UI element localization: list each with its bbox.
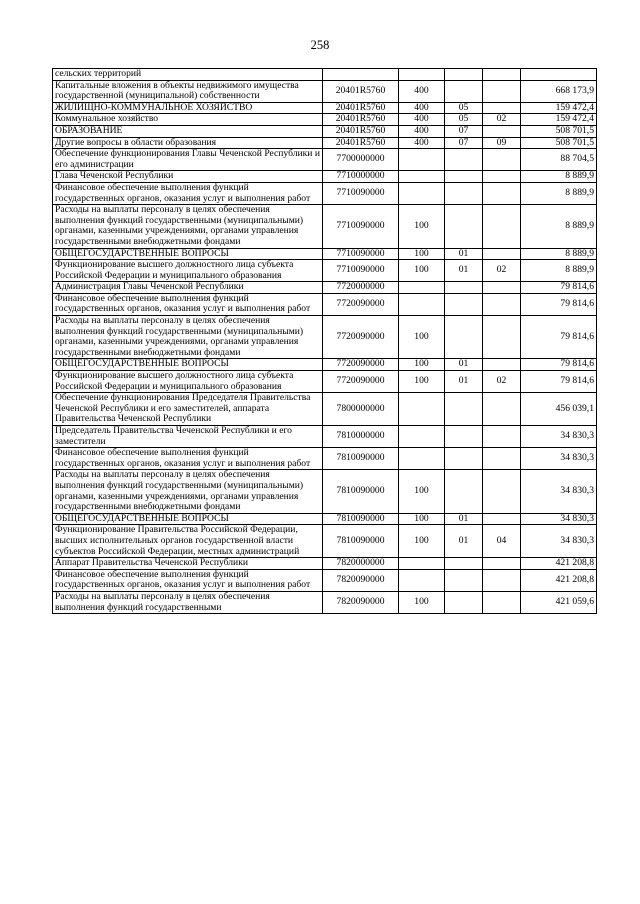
row-subsection-cell	[483, 393, 521, 426]
row-section-cell	[445, 448, 483, 470]
row-subsection-cell	[483, 248, 521, 260]
table-row	[53, 69, 597, 81]
row-code-cell: 7720090000	[323, 293, 399, 315]
row-sum-cell: 421 059,6	[521, 591, 597, 613]
row-subsection-cell	[483, 558, 521, 570]
row-expense-type-cell: 100	[399, 525, 445, 558]
row-code-cell: 7810090000	[323, 513, 399, 525]
row-expense-type-cell: 400	[399, 102, 445, 114]
row-section-cell	[445, 569, 483, 591]
row-name-cell: Функционирование высшего должностного лица субъекта Российской Федерации и муниципального образования	[53, 371, 323, 393]
row-expense-type-cell: 100	[399, 260, 445, 282]
row-expense-type-cell	[399, 69, 445, 81]
row-expense-type-cell: 100	[399, 591, 445, 613]
row-section-cell	[445, 293, 483, 315]
row-code-cell: 20401R5760	[323, 137, 399, 149]
row-sum-cell: 79 814,6	[521, 371, 597, 393]
row-code-cell: 7810090000	[323, 470, 399, 513]
table-row	[53, 80, 597, 102]
row-sum-cell: 421 208,8	[521, 558, 597, 570]
row-expense-type-cell: 100	[399, 359, 445, 371]
row-sum-cell: 8 889,9	[521, 171, 597, 183]
table-row	[53, 182, 597, 204]
row-section-cell	[445, 149, 483, 171]
row-expense-type-cell	[399, 426, 445, 448]
row-name-cell: ОБЩЕГОСУДАРСТВЕННЫЕ ВОПРОСЫ	[53, 248, 323, 260]
row-name-cell: Аппарат Правительства Чеченской Республики	[53, 558, 323, 570]
row-sum-cell: 34 830,3	[521, 448, 597, 470]
row-section-cell	[445, 591, 483, 613]
row-expense-type-cell	[399, 569, 445, 591]
row-subsection-cell	[483, 426, 521, 448]
row-name-cell: Председатель Правительства Чеченской Республики и его заместители	[53, 426, 323, 448]
row-expense-type-cell: 100	[399, 513, 445, 525]
table-row	[53, 513, 597, 525]
row-expense-type-cell: 400	[399, 125, 445, 137]
row-expense-type-cell	[399, 393, 445, 426]
row-expense-type-cell: 100	[399, 470, 445, 513]
page-number: 258	[310, 38, 330, 52]
row-code-cell: 20401R5760	[323, 102, 399, 114]
row-name-cell: Обеспечение функционирования Главы Чеченской Республики и его администрации	[53, 149, 323, 171]
row-sum-cell: 508 701,5	[521, 137, 597, 149]
row-code-cell: 7810000000	[323, 426, 399, 448]
row-name-cell: Финансовое обеспечение выполнения функций государственных органов, оказания услуг и выполнения работ	[53, 569, 323, 591]
row-code-cell: 7710000000	[323, 171, 399, 183]
row-code-cell: 7720090000	[323, 316, 399, 359]
row-sum-cell: 79 814,6	[521, 359, 597, 371]
row-sum-cell: 159 472,4	[521, 102, 597, 114]
row-code-cell: 7710090000	[323, 248, 399, 260]
row-section-cell: 05	[445, 102, 483, 114]
table-row	[53, 525, 597, 558]
row-subsection-cell	[483, 205, 521, 248]
row-expense-type-cell	[399, 448, 445, 470]
row-subsection-cell: 02	[483, 260, 521, 282]
row-sum-cell: 79 814,6	[521, 316, 597, 359]
row-sum-cell: 8 889,9	[521, 248, 597, 260]
row-code-cell: 7710090000	[323, 205, 399, 248]
row-subsection-cell	[483, 149, 521, 171]
row-section-cell: 01	[445, 525, 483, 558]
row-section-cell	[445, 80, 483, 102]
row-sum-cell: 34 830,3	[521, 426, 597, 448]
row-name-cell: ОБРАЗОВАНИЕ	[53, 125, 323, 137]
row-subsection-cell	[483, 171, 521, 183]
row-sum-cell: 456 039,1	[521, 393, 597, 426]
table-row	[53, 448, 597, 470]
row-code-cell: 20401R5760	[323, 114, 399, 126]
row-sum-cell: 8 889,9	[521, 182, 597, 204]
row-expense-type-cell	[399, 282, 445, 294]
row-sum-cell: 668 173,9	[521, 80, 597, 102]
row-section-cell	[445, 316, 483, 359]
row-name-cell: Другие вопросы в области образования	[53, 137, 323, 149]
table-row	[53, 102, 597, 114]
row-code-cell: 7720000000	[323, 282, 399, 294]
row-name-cell: Финансовое обеспечение выполнения функций государственных органов, оказания услуг и выполнения работ	[53, 448, 323, 470]
table-row	[53, 114, 597, 126]
budget-table	[52, 68, 597, 614]
table-row	[53, 248, 597, 260]
row-code-cell: 7820090000	[323, 569, 399, 591]
table-row	[53, 260, 597, 282]
row-name-cell: Расходы на выплаты персоналу в целях обеспечения выполнения функций государственными	[53, 591, 323, 613]
row-subsection-cell	[483, 182, 521, 204]
row-subsection-cell	[483, 102, 521, 114]
row-sum-cell: 8 889,9	[521, 205, 597, 248]
row-subsection-cell	[483, 125, 521, 137]
row-subsection-cell: 02	[483, 114, 521, 126]
row-subsection-cell	[483, 293, 521, 315]
row-code-cell: 7720090000	[323, 371, 399, 393]
row-subsection-cell: 02	[483, 371, 521, 393]
row-name-cell: Расходы на выплаты персоналу в целях обеспечения выполнения функций государственными (муниципальными) органами, казенными учреждениями, органами управления государственными внебюджетными фондами	[53, 205, 323, 248]
row-sum-cell: 159 472,4	[521, 114, 597, 126]
table-row	[53, 171, 597, 183]
row-name-cell: Расходы на выплаты персоналу в целях обеспечения выполнения функций государственными (муниципальными) органами, казенными учреждениями, органами управления государственными внебюджетными фондами	[53, 470, 323, 513]
row-section-cell: 01	[445, 359, 483, 371]
row-expense-type-cell: 100	[399, 316, 445, 359]
row-name-cell: сельских территорий	[53, 69, 323, 81]
row-section-cell: 01	[445, 260, 483, 282]
row-subsection-cell	[483, 69, 521, 81]
row-code-cell: 7700000000	[323, 149, 399, 171]
row-name-cell: Расходы на выплаты персоналу в целях обеспечения выполнения функций государственными (муниципальными) органами, казенными учреждениями, органами управления государственными внебюджетными фондами	[53, 316, 323, 359]
table-row	[53, 371, 597, 393]
row-subsection-cell	[483, 80, 521, 102]
row-subsection-cell	[483, 470, 521, 513]
row-section-cell: 01	[445, 248, 483, 260]
row-section-cell: 07	[445, 137, 483, 149]
row-subsection-cell	[483, 282, 521, 294]
row-name-cell: ОБЩЕГОСУДАРСТВЕННЫЕ ВОПРОСЫ	[53, 513, 323, 525]
row-section-cell	[445, 558, 483, 570]
row-name-cell: Администрация Главы Чеченской Республики	[53, 282, 323, 294]
row-expense-type-cell: 400	[399, 114, 445, 126]
row-expense-type-cell	[399, 149, 445, 171]
row-sum-cell: 508 701,5	[521, 125, 597, 137]
row-sum-cell: 88 704,5	[521, 149, 597, 171]
table-row	[53, 149, 597, 171]
row-sum-cell: 8 889,9	[521, 260, 597, 282]
row-expense-type-cell: 100	[399, 371, 445, 393]
row-expense-type-cell: 100	[399, 205, 445, 248]
table-row	[53, 125, 597, 137]
row-subsection-cell	[483, 448, 521, 470]
row-section-cell	[445, 470, 483, 513]
row-name-cell: Глава Чеченской Республики	[53, 171, 323, 183]
table-row	[53, 282, 597, 294]
row-sum-cell: 34 830,3	[521, 513, 597, 525]
table-row	[53, 205, 597, 248]
row-code-cell: 7810090000	[323, 448, 399, 470]
row-section-cell	[445, 171, 483, 183]
row-sum-cell: 421 208,8	[521, 569, 597, 591]
row-section-cell	[445, 426, 483, 448]
table-row	[53, 426, 597, 448]
row-name-cell: Финансовое обеспечение выполнения функций государственных органов, оказания услуг и выполнения работ	[53, 182, 323, 204]
row-subsection-cell	[483, 591, 521, 613]
row-code-cell	[323, 69, 399, 81]
row-code-cell: 7710090000	[323, 182, 399, 204]
table-row	[53, 137, 597, 149]
row-subsection-cell: 09	[483, 137, 521, 149]
row-sum-cell: 34 830,3	[521, 470, 597, 513]
table-row	[53, 393, 597, 426]
budget-table-body	[53, 69, 597, 614]
row-section-cell: 07	[445, 125, 483, 137]
row-section-cell	[445, 69, 483, 81]
row-code-cell: 7810090000	[323, 525, 399, 558]
row-subsection-cell: 04	[483, 525, 521, 558]
row-name-cell: Обеспечение функционирования Председателя Правительства Чеченской Республики и его заместителей, аппарата Правительства Чеченской Республики	[53, 393, 323, 426]
row-code-cell: 7800000000	[323, 393, 399, 426]
row-section-cell	[445, 205, 483, 248]
row-subsection-cell	[483, 513, 521, 525]
table-row	[53, 316, 597, 359]
row-name-cell: ОБЩЕГОСУДАРСТВЕННЫЕ ВОПРОСЫ	[53, 359, 323, 371]
row-section-cell: 01	[445, 513, 483, 525]
row-expense-type-cell: 400	[399, 80, 445, 102]
row-expense-type-cell	[399, 293, 445, 315]
row-sum-cell: 79 814,6	[521, 293, 597, 315]
row-section-cell	[445, 282, 483, 294]
row-name-cell: Капитальные вложения в объекты недвижимого имущества государственной (муниципальной) собственности	[53, 80, 323, 102]
row-expense-type-cell	[399, 171, 445, 183]
row-code-cell: 20401R5760	[323, 80, 399, 102]
row-code-cell: 7820000000	[323, 558, 399, 570]
row-expense-type-cell	[399, 558, 445, 570]
table-row	[53, 293, 597, 315]
row-code-cell: 20401R5760	[323, 125, 399, 137]
row-name-cell: Финансовое обеспечение выполнения функций государственных органов, оказания услуг и выполнения работ	[53, 293, 323, 315]
row-section-cell	[445, 182, 483, 204]
row-expense-type-cell: 100	[399, 248, 445, 260]
row-section-cell: 01	[445, 371, 483, 393]
row-section-cell	[445, 393, 483, 426]
row-name-cell: Коммунальное хозяйство	[53, 114, 323, 126]
table-row	[53, 569, 597, 591]
row-name-cell: Функционирование Правительства Российской Федерации, высших исполнительных органов государственной власти субъектов Российской Федерации, местных администраций	[53, 525, 323, 558]
row-sum-cell: 79 814,6	[521, 282, 597, 294]
row-name-cell: ЖИЛИЩНО-КОММУНАЛЬНОЕ ХОЗЯЙСТВО	[53, 102, 323, 114]
row-code-cell: 7820090000	[323, 591, 399, 613]
row-expense-type-cell: 400	[399, 137, 445, 149]
row-subsection-cell	[483, 569, 521, 591]
row-code-cell: 7710090000	[323, 260, 399, 282]
row-section-cell: 05	[445, 114, 483, 126]
row-expense-type-cell	[399, 182, 445, 204]
row-sum-cell	[521, 69, 597, 81]
table-row	[53, 591, 597, 613]
row-subsection-cell	[483, 359, 521, 371]
row-sum-cell: 34 830,3	[521, 525, 597, 558]
row-name-cell: Функционирование высшего должностного лица субъекта Российской Федерации и муниципального образования	[53, 260, 323, 282]
table-row	[53, 359, 597, 371]
table-row	[53, 470, 597, 513]
row-subsection-cell	[483, 316, 521, 359]
table-row	[53, 558, 597, 570]
row-code-cell: 7720090000	[323, 359, 399, 371]
